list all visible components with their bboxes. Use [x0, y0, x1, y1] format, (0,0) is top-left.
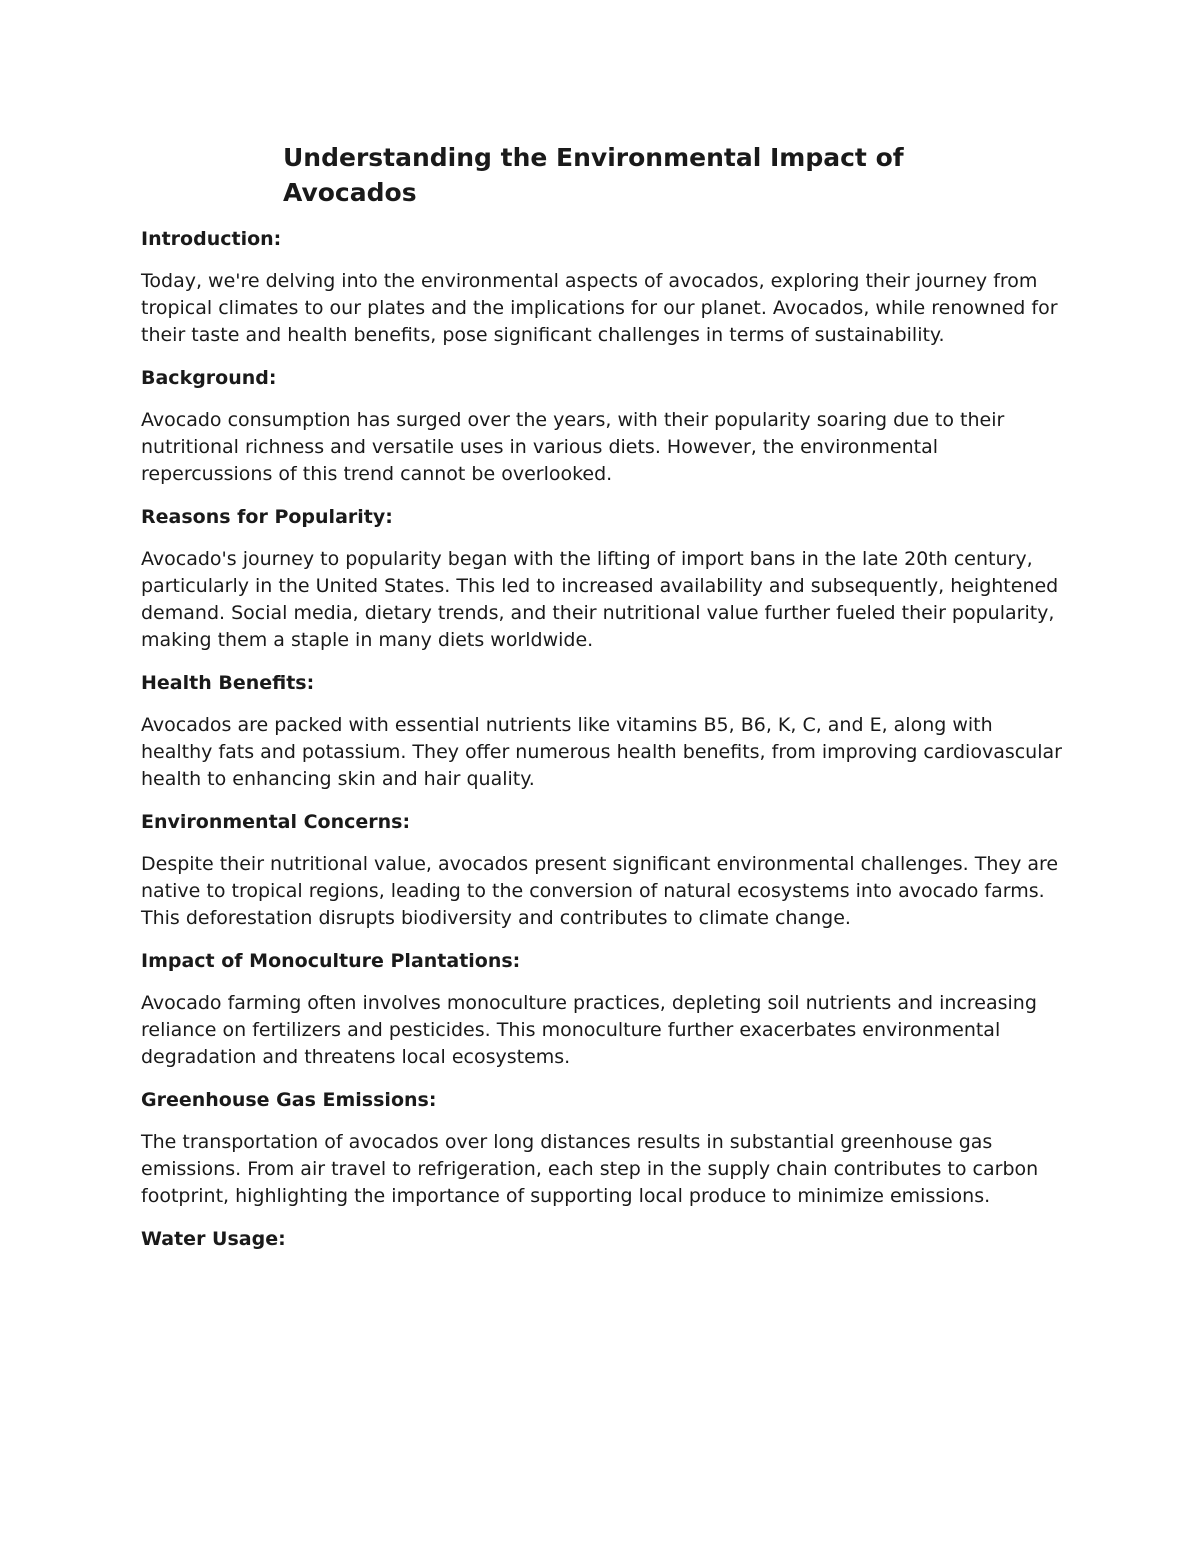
section-greenhouse-gas-emissions	[141, 1087, 1066, 1210]
section-reasons-for-popularity	[141, 504, 1066, 654]
section-introduction	[141, 226, 1066, 349]
section-paragraph: Despite their nutritional value, avocados present significant environmental challenges. They are native to tropical regions, leading to the conversion of natural ecosystems into avocado farms. This deforestation disrupts biodiversity and contributes to climate change.	[141, 853, 1059, 929]
section-heading: Water Usage:	[141, 1228, 286, 1250]
section-heading: Health Benefits:	[141, 672, 315, 694]
document-content	[141, 140, 1066, 1252]
section-paragraph: The transportation of avocados over long distances results in substantial greenhouse gas emissions. From air travel to refrigeration, each step in the supply chain contributes to carbon footprint, highlighting the importance of supporting local produce to minimize emissions.	[141, 1131, 1039, 1207]
section-heading: Impact of Monoculture Plantations:	[141, 950, 521, 972]
section-heading: Environmental Concerns:	[141, 811, 411, 833]
section-water-usage	[141, 1226, 1066, 1252]
section-heading: Reasons for Popularity:	[141, 506, 393, 528]
section-heading: Background:	[141, 367, 277, 389]
section-heading: Introduction:	[141, 228, 282, 250]
section-paragraph: Avocados are packed with essential nutrients like vitamins B5, B6, K, C, and E, along with healthy fats and potassium. They offer numerous health benefits, from improving cardiovascular health to enhancing skin and hair quality.	[141, 714, 1062, 790]
section-environmental-concerns	[141, 809, 1066, 932]
section-paragraph: Avocado consumption has surged over the years, with their popularity soaring due to their nutritional richness and versatile uses in various diets. However, the environmental repercussions of this trend cannot be overlooked.	[141, 409, 1005, 485]
section-health-benefits	[141, 670, 1066, 793]
section-paragraph: Avocado's journey to popularity began with the lifting of import bans in the late 20th century, particularly in the United States. This led to increased availability and subsequently, heightened demand. Social media, dietary trends, and their nutritional value further fueled their popularity, making them a staple in many diets worldwide.	[141, 548, 1059, 651]
section-background	[141, 365, 1066, 488]
section-monoculture-plantations	[141, 948, 1066, 1071]
section-heading: Greenhouse Gas Emissions:	[141, 1089, 437, 1111]
document-title: Understanding the Environmental Impact of Avocados	[283, 143, 904, 207]
section-paragraph: Today, we're delving into the environmental aspects of avocados, exploring their journey from tropical climates to our plates and the implications for our planet. Avocados, while renowned for their taste and health benefits, pose significant challenges in terms of sustainability.	[141, 270, 1058, 346]
section-paragraph: Avocado farming often involves monoculture practices, depleting soil nutrients and increasing reliance on fertilizers and pesticides. This monoculture further exacerbates environmental degradation and threatens local ecosystems.	[141, 992, 1037, 1068]
